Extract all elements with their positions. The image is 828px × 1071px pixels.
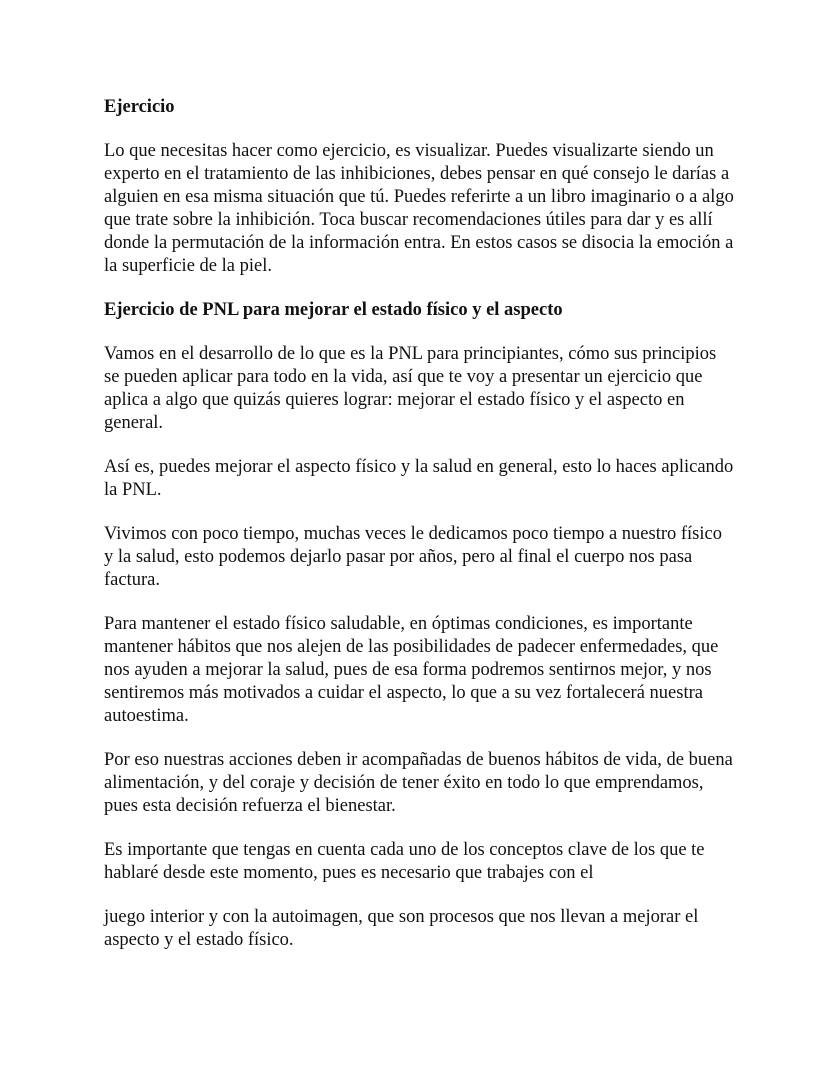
- paragraph-visualizar: Lo que necesitas hacer como ejercicio, es visualizar. Puedes visualizarte siendo un experto en el tratamiento de las inhibiciones, debes pensar en qué consejo le darías a alguien en esa misma situación que tú. Puedes referirte a un libro imaginario o a algo que trate sobre la inhibición. Toca buscar recomendaciones útiles para dar y es allí donde la permutación de la información entra. En estos casos se disocia la emoción a la superficie de la piel.: [104, 141, 734, 276]
- paragraph-estado-fisico-saludable: Para mantener el estado físico saludable, en óptimas condiciones, es importante mantener hábitos que nos alejen de las posibilidades de padecer enfermedades, que nos ayuden a mejorar la salud, pues de esa forma podremos sentirnos mejor, y nos sentiremos más motivados a cuidar el aspecto, lo que a su vez fortalecerá nuestra autoestima.: [104, 614, 719, 726]
- section-heading-pnl-estado-fisico: Ejercicio de PNL para mejorar el estado físico y el aspecto: [104, 300, 563, 320]
- paragraph-mejorar-aspecto: Así es, puedes mejorar el aspecto físico y la salud en general, esto lo haces aplicando la PNL.: [104, 457, 734, 500]
- paragraph-buenos-habitos: Por eso nuestras acciones deben ir acompañadas de buenos hábitos de vida, de buena alimentación, y del coraje y decisión de tener éxito en todo lo que emprendamos, pues esta decisión refuerza el bienestar.: [104, 750, 733, 816]
- paragraph-poco-tiempo: Vivimos con poco tiempo, muchas veces le dedicamos poco tiempo a nuestro físico y la salud, esto podemos dejarlo pasar por años, pero al final el cuerpo nos pasa factura.: [104, 524, 722, 590]
- section-heading-ejercicio: Ejercicio: [104, 97, 175, 117]
- paragraph-pnl-principiantes: Vamos en el desarrollo de lo que es la PNL para principiantes, cómo sus principios se pueden aplicar para todo en la vida, así que te voy a presentar un ejercicio que aplica a algo que quizás quieres lograr: mejorar el estado físico y el aspecto en general.: [104, 344, 717, 433]
- document-page: [104, 96, 734, 973]
- paragraph-conceptos-clave: Es importante que tengas en cuenta cada uno de los conceptos clave de los que te hablaré desde este momento, pues es necesario que trabajes con el: [104, 840, 705, 883]
- paragraph-juego-interior: juego interior y con la autoimagen, que son procesos que nos llevan a mejorar el aspecto y el estado físico.: [104, 907, 699, 950]
